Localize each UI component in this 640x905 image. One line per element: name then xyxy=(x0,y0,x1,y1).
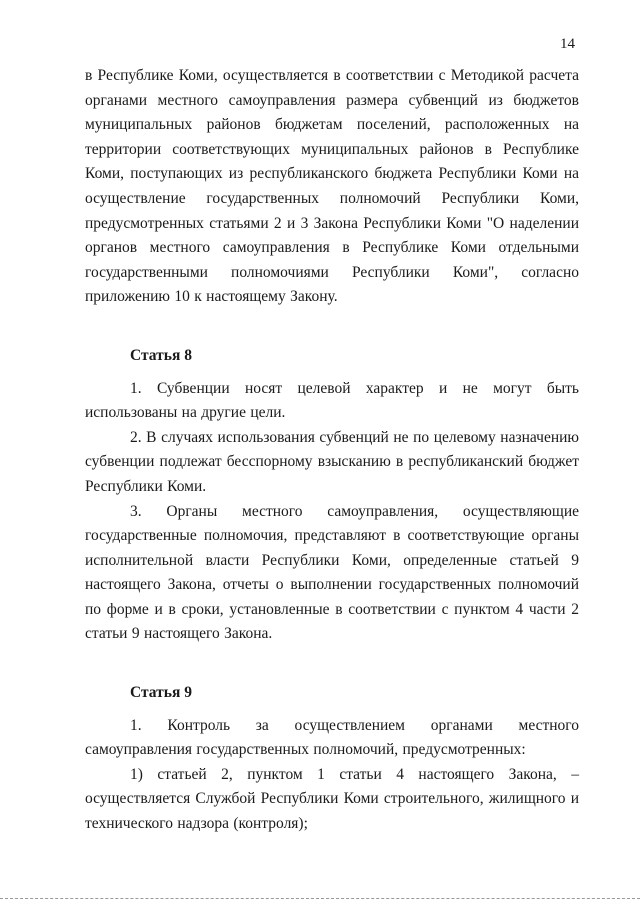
article-8-item-1: 1. Субвенции носят целевой характер и не могут быть использованы на другие цели. xyxy=(85,379,579,422)
spacer xyxy=(85,369,579,377)
document-body xyxy=(85,64,579,837)
bottom-scan-edge xyxy=(0,898,640,900)
spacer xyxy=(85,647,579,681)
article-9-item-1-sub-1: 1) статьей 2, пунктом 1 статьи 4 настоящего Закона, – осуществляется Службой Республики Коми строительного, жилищного и технического надзора (контроля); xyxy=(85,765,579,833)
spacer xyxy=(85,310,579,344)
article-8-heading: Статья 8 xyxy=(130,346,192,364)
spacer xyxy=(85,706,579,714)
article-9-item-1: 1. Контроль за осуществлением органами местного самоуправления государственных полномочий, предусмотренных: xyxy=(85,716,579,759)
opening-paragraph: в Республике Коми, осуществляется в соответствии с Методикой расчета органами местного самоуправления размера субвенций из бюджетов муниципальных районов бюджетам поселений, расположенных на территории соответствующих муниципальных районов в Республике Коми, поступающих из республиканского бюджета Республики Коми на осуществление государственных полномочий Республики Коми, предусмотренных статьями 2 и 3 Закона Республики Коми "О наделении органов местного самоуправления в Республике Коми отдельными государственными полномочиями Республики Коми", согласно приложению 10 к настоящему Закону. xyxy=(85,67,579,306)
article-9-heading: Статья 9 xyxy=(130,684,192,702)
article-8-item-3: 3. Органы местного самоуправления, осуществляющие государственные полномочия, представляют в соответствующие органы исполнительной власти Республики Коми, определенные статьей 9 настоящего Закона, отчеты о выполнении государственных полномочий по форме и в сроки, установленные в соответствии с пунктом 4 части 2 статьи 9 настоящего Закона. xyxy=(85,502,579,643)
page-number: 14 xyxy=(560,36,575,52)
article-8-item-2: 2. В случаях использования субвенций не по целевому назначению субвенции подлежат бесспорному взысканию в республиканский бюджет Республики Коми. xyxy=(85,428,579,495)
